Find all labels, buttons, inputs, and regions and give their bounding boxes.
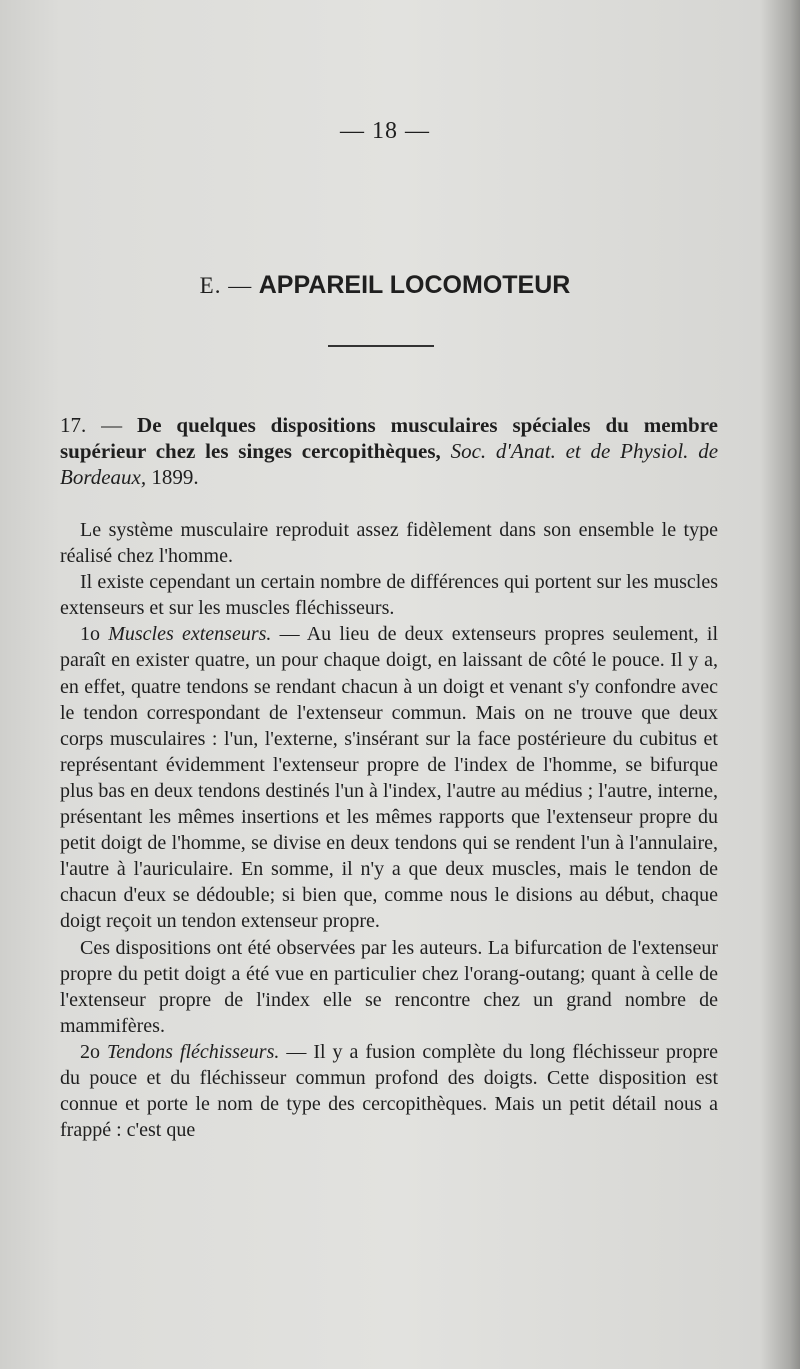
paragraph-3-heading: Muscles extenseurs. (108, 623, 272, 646)
page-number: — 18 — (340, 118, 430, 144)
article-heading (60, 412, 718, 490)
article-body (60, 517, 718, 1143)
article-source: Soc. d'Anat. et de Physiol. de Bordeaux, (60, 439, 719, 489)
article-title: De quelques dispositions musculaires spéciales du membre supérieur chez les singes cercopithèques, (60, 413, 718, 463)
paragraph-5-heading: Tendons fléchisseurs. (107, 1040, 280, 1063)
paragraph-5-text: — Il y a fusion complète du long fléchisseur propre du pouce et du fléchisseur commun profond des doigts. Cette disposition est connue et porte le nom de type des cercopithèques. Mais un petit détail nous a frappé : c'est que (60, 1040, 719, 1142)
article-number: 17. — (60, 413, 123, 437)
section-title: APPAREIL LOCOMOTEUR (258, 271, 571, 299)
paragraph-3-label: 1o (80, 623, 109, 646)
paragraph-2: Il existe cependant un certain nombre de différences qui portent sur les muscles extenseurs et sur les muscles fléchisseurs. (60, 571, 718, 620)
section-letter: E. — (199, 273, 253, 298)
paragraph-5 (60, 1039, 718, 1143)
article-year: 1899. (151, 465, 199, 489)
section-heading (0, 270, 770, 300)
paragraph-3 (60, 621, 718, 934)
paragraph-4: Ces dispositions ont été observées par les auteurs. La bifurcation de l'extenseur propre du petit doigt a été vue en particulier chez l'orang-outang; quant à celle de l'extenseur propre de l'index elle se rencontre chez un grand nombre de mammifères. (60, 936, 718, 1037)
paragraph-5-label: 2o (80, 1040, 107, 1063)
paragraph-1: Le système musculaire reproduit assez fidèlement dans son ensemble le type réalisé chez l'homme. (60, 519, 718, 568)
paragraph-3-text: — Au lieu de deux extenseurs propres seulement, il paraît en exister quatre, un pour chaque doigt, en laissant de côté le pouce. Il y a, en effet, quatre tendons se rendant chacun à un doigt et venant s'y confondre avec le tendon correspondant de l'extenseur commun. Mais on ne trouve que deux corps musculaires : l'un, l'externe, s'insérant sur la face postérieure du cubitus et représentant évidemment l'extenseur propre de l'index de l'homme, se bifurque plus bas en deux tendons destinés l'un à l'index, l'autre au médius ; l'autre, interne, présentant les mêmes insertions et les mêmes rapports que l'extenseur propre du petit doigt de l'homme, se divise en deux tendons qui se rendent l'un à l'annulaire, l'autre à l'auriculaire. En somme, il n'y a que deux muscles, mais le tendon de chacun d'eux se dédouble; si bien que, comme nous le disions au début, chaque doigt reçoit un tendon extenseur propre. (60, 623, 718, 933)
section-divider (328, 345, 434, 347)
